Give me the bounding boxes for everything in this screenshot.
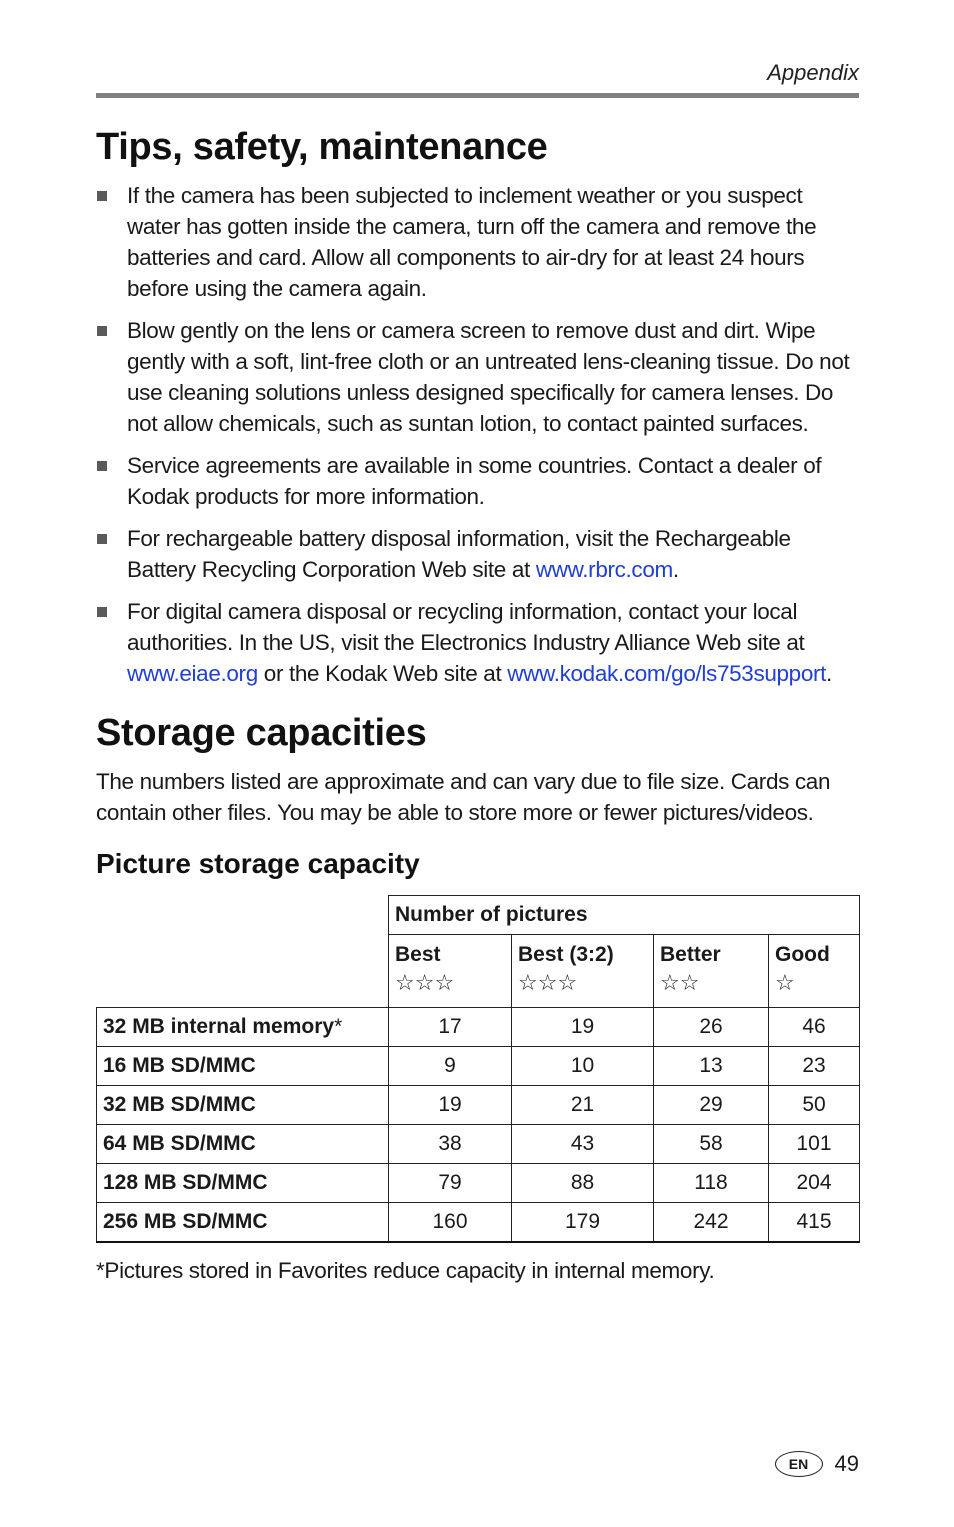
table-cell: 415 bbox=[769, 1203, 860, 1243]
table-row bbox=[97, 1086, 860, 1125]
kodak-support-link[interactable]: www.kodak.com/go/ls753support bbox=[507, 661, 827, 686]
list-item: If the camera has been subjected to inclement weather or you suspect water has gotten inside the camera, turn off the camera and remove the batteries and card. Allow all components to air-dry for at least 24 hours before using the camera again. bbox=[96, 180, 859, 304]
language-badge: EN bbox=[775, 1451, 823, 1477]
picture-storage-table bbox=[96, 895, 860, 1243]
table-cell: 118 bbox=[654, 1164, 769, 1203]
star-rating-icon: ☆ bbox=[775, 970, 795, 995]
star-rating-icon: ☆☆☆ bbox=[518, 970, 578, 995]
storage-intro: The numbers listed are approximate and can vary due to file size. Cards can contain other files. You may be able to store more or fewer pictures/videos. bbox=[96, 769, 831, 825]
list-item: For rechargeable battery disposal information, visit the Rechargeable Battery Recycling Corporation Web site at www.rbrc.com. bbox=[96, 523, 859, 585]
bullet-square-icon bbox=[97, 461, 107, 471]
header-rule bbox=[96, 93, 859, 98]
bullet-square-icon bbox=[97, 607, 107, 617]
table-cell: 79 bbox=[389, 1164, 512, 1203]
row-label: 128 MB SD/MMC bbox=[97, 1164, 389, 1203]
star-rating-icon: ☆☆☆ bbox=[395, 970, 455, 995]
table-cell: 179 bbox=[512, 1203, 654, 1243]
column-header-better: Better ☆☆ bbox=[654, 935, 769, 1008]
table-cell: 23 bbox=[769, 1047, 860, 1086]
table-cell: 19 bbox=[512, 1008, 654, 1047]
table-cell: 58 bbox=[654, 1125, 769, 1164]
row-label: 256 MB SD/MMC bbox=[97, 1203, 389, 1243]
table-row bbox=[97, 1164, 860, 1203]
list-item: For digital camera disposal or recycling information, contact your local authorities. In the US, visit the Electronics Industry Alliance Web site at www.eiae.org or the Kodak Web site at www.kodak.com/go/ls753support. bbox=[96, 596, 859, 689]
table-cell: 10 bbox=[512, 1047, 654, 1086]
table-cell: 13 bbox=[654, 1047, 769, 1086]
table-cell: 38 bbox=[389, 1125, 512, 1164]
table-cell: 9 bbox=[389, 1047, 512, 1086]
bullet-square-icon bbox=[97, 534, 107, 544]
running-head: Appendix bbox=[767, 60, 859, 85]
page-footer bbox=[775, 1451, 859, 1477]
list-item: Service agreements are available in some countries. Contact a dealer of Kodak products for more information. bbox=[96, 450, 859, 512]
table-cell: 17 bbox=[389, 1008, 512, 1047]
table-footnote: *Pictures stored in Favorites reduce capacity in internal memory. bbox=[96, 1258, 715, 1283]
table-corner bbox=[97, 935, 389, 1008]
number-of-pictures-header: Number of pictures bbox=[389, 896, 860, 935]
tips-list bbox=[96, 180, 859, 700]
table-cell: 19 bbox=[389, 1086, 512, 1125]
table-cell: 21 bbox=[512, 1086, 654, 1125]
table-cell: 46 bbox=[769, 1008, 860, 1047]
bullet-square-icon bbox=[97, 326, 107, 336]
table-cell: 43 bbox=[512, 1125, 654, 1164]
table-row bbox=[97, 1047, 860, 1086]
table-cell: 204 bbox=[769, 1164, 860, 1203]
bullet-square-icon bbox=[97, 191, 107, 201]
row-label: 32 MB SD/MMC bbox=[97, 1086, 389, 1125]
table-cell: 50 bbox=[769, 1086, 860, 1125]
table-cell: 101 bbox=[769, 1125, 860, 1164]
table-row bbox=[97, 1203, 860, 1243]
row-label: 64 MB SD/MMC bbox=[97, 1125, 389, 1164]
table-cell: 160 bbox=[389, 1203, 512, 1243]
column-header-best: Best ☆☆☆ bbox=[389, 935, 512, 1008]
table-corner bbox=[97, 896, 389, 935]
column-header-best-3-2: Best (3:2) ☆☆☆ bbox=[512, 935, 654, 1008]
table-row bbox=[97, 1125, 860, 1164]
page-number: 49 bbox=[834, 1451, 859, 1476]
table-cell: 29 bbox=[654, 1086, 769, 1125]
rbrc-link[interactable]: www.rbrc.com bbox=[535, 557, 673, 582]
table-row bbox=[97, 1008, 860, 1047]
table-cell: 242 bbox=[654, 1203, 769, 1243]
table-cell: 26 bbox=[654, 1008, 769, 1047]
picture-storage-subheading: Picture storage capacity bbox=[96, 848, 420, 879]
table-cell: 88 bbox=[512, 1164, 654, 1203]
list-item: Blow gently on the lens or camera screen to remove dust and dirt. Wipe gently with a soft, lint-free cloth or an untreated lens-cleaning tissue. Do not use cleaning solutions unless designed specifically for camera lenses. Do not allow chemicals, such as suntan lotion, to contact painted surfaces. bbox=[96, 315, 859, 439]
storage-heading: Storage capacities bbox=[96, 712, 427, 754]
star-rating-icon: ☆☆ bbox=[660, 970, 700, 995]
row-label: 32 MB internal memory* bbox=[97, 1008, 389, 1047]
eiae-link[interactable]: www.eiae.org bbox=[127, 661, 258, 686]
column-header-good: Good ☆ bbox=[769, 935, 860, 1008]
tips-heading: Tips, safety, maintenance bbox=[96, 126, 548, 168]
row-label: 16 MB SD/MMC bbox=[97, 1047, 389, 1086]
